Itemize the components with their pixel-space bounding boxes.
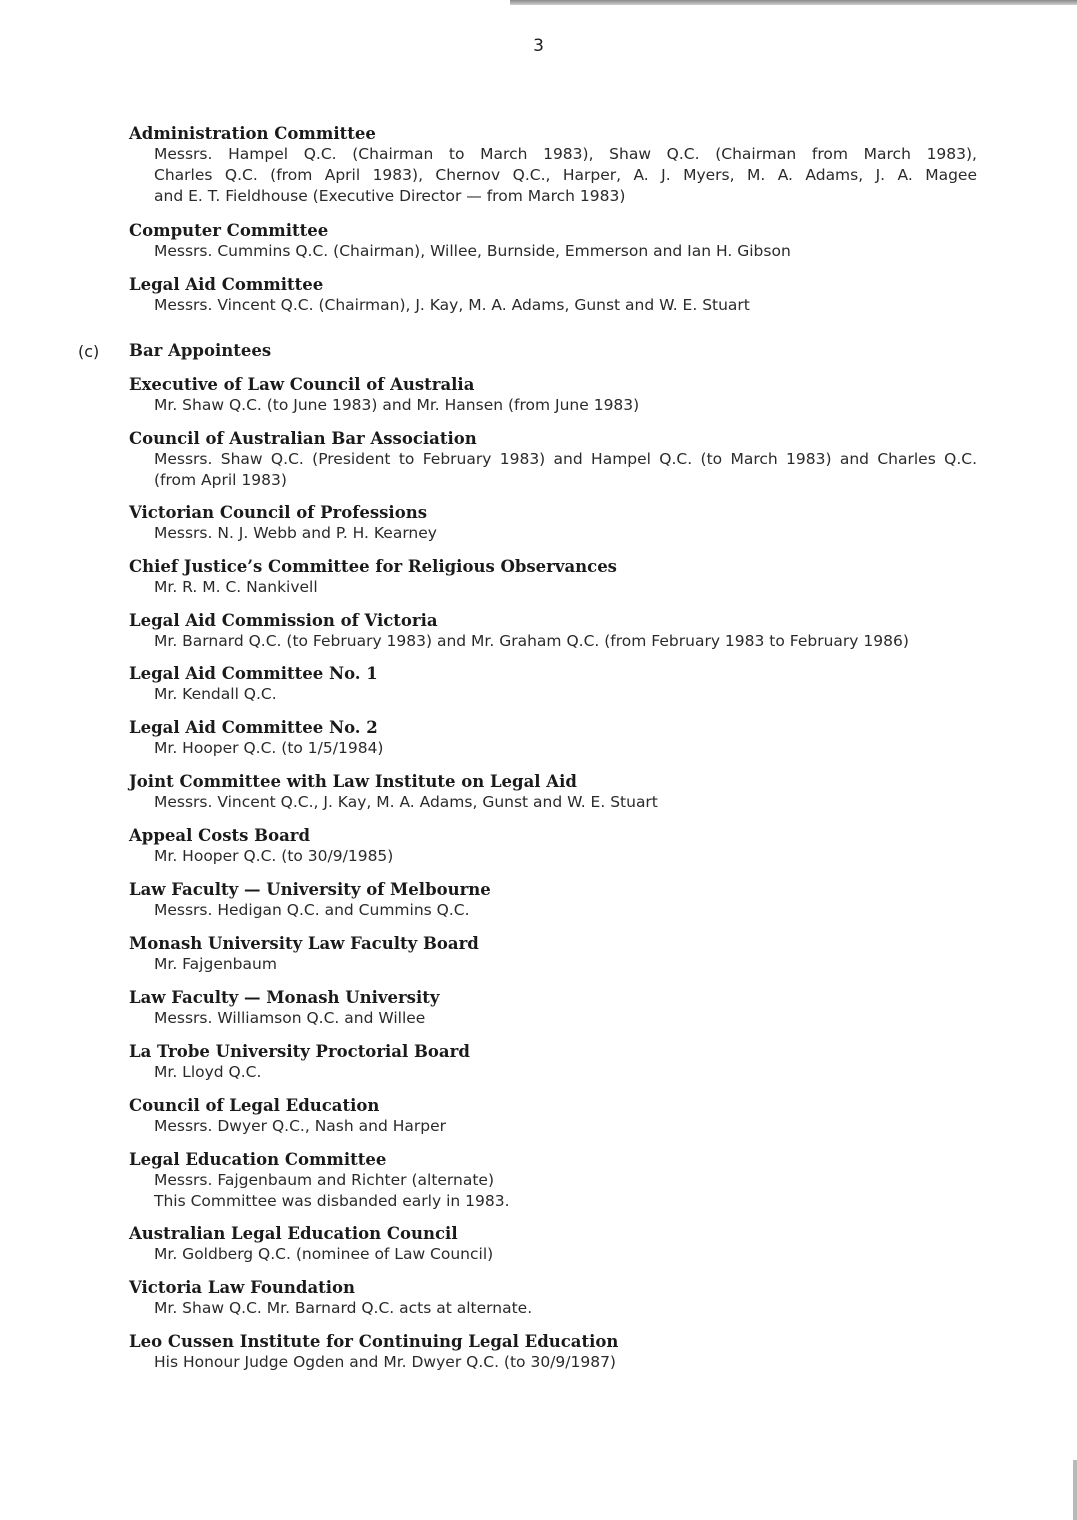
committee-member-line: (from April 1983) [154, 471, 287, 489]
page-number: 3 [533, 36, 544, 56]
committee-member-line: Messrs. Cummins Q.C. (Chairman), Willee, Burnside, Emmerson and Ian H. Gibson [154, 242, 791, 260]
committee-title: Monash University Law Faculty Board [129, 934, 479, 953]
committee-title: Appeal Costs Board [129, 826, 311, 845]
committee-title: Legal Aid Committee No. 1 [129, 664, 378, 683]
committee-member-line: Mr. Kendall Q.C. [154, 685, 277, 703]
committee-member-line: Mr. Shaw Q.C. Mr. Barnard Q.C. acts at alternate. [154, 1299, 533, 1317]
committee-member-line: Messrs. Vincent Q.C., J. Kay, M. A. Adams, Gunst and W. E. Stuart [154, 793, 658, 811]
committee-member-line: Mr. Hooper Q.C. (to 1/5/1984) [154, 739, 384, 757]
committee-member-line: and E. T. Fieldhouse (Executive Director — from March 1983) [154, 187, 626, 205]
committee-member-line: Mr. Shaw Q.C. (to June 1983) and Mr. Hansen (from June 1983) [154, 396, 640, 414]
committee-member-line: Mr. R. M. C. Nankivell [154, 578, 318, 596]
committee-title: Legal Aid Committee [129, 275, 324, 294]
committee-member-line: Messrs. Williamson Q.C. and Willee [154, 1009, 426, 1027]
committee-member-line: Messrs. Hampel Q.C. (Chairman to March 1983), Shaw Q.C. (Chairman from March 1983), [154, 145, 977, 163]
committee-title: Law Faculty — Monash University [129, 988, 440, 1007]
committee-member-line: Charles Q.C. (from April 1983), Chernov Q.C., Harper, A. J. Myers, M. A. Adams, J. A. Magee [154, 166, 977, 184]
committee-title: Joint Committee with Law Institute on Legal Aid [129, 772, 577, 791]
committee-title: Computer Committee [129, 221, 329, 240]
committee-title: Chief Justice’s Committee for Religious Observances [129, 557, 617, 576]
committee-title: Legal Aid Committee No. 2 [129, 718, 378, 737]
committee-title: Legal Education Committee [129, 1150, 387, 1169]
committee-title: Legal Aid Commission of Victoria [129, 611, 438, 630]
committee-title: La Trobe University Proctorial Board [129, 1042, 470, 1061]
committee-member-line: Mr. Goldberg Q.C. (nominee of Law Council) [154, 1245, 494, 1263]
committee-title: Executive of Law Council of Australia [129, 375, 475, 394]
committee-title: Leo Cussen Institute for Continuing Legal Education [129, 1332, 619, 1351]
committee-title: Victoria Law Foundation [129, 1278, 356, 1297]
committee-member-line: Messrs. Shaw Q.C. (President to February 1983) and Hampel Q.C. (to March 1983) and Charles Q.C. [154, 450, 977, 468]
committee-title: Law Faculty — University of Melbourne [129, 880, 491, 899]
committee-member-line: Messrs. Dwyer Q.C., Nash and Harper [154, 1117, 446, 1135]
committee-member-line: His Honour Judge Ogden and Mr. Dwyer Q.C. (to 30/9/1987) [154, 1353, 616, 1371]
committee-member-line: Mr. Hooper Q.C. (to 30/9/1985) [154, 847, 394, 865]
scan-edge-mark [1073, 1460, 1077, 1520]
committee-title: Council of Legal Education [129, 1096, 380, 1115]
committee-member-line: Messrs. Hedigan Q.C. and Cummins Q.C. [154, 901, 470, 919]
committee-member-line: This Committee was disbanded early in 1983. [154, 1192, 510, 1210]
committee-member-line: Mr. Lloyd Q.C. [154, 1063, 262, 1081]
section-marker: (c) [78, 342, 100, 361]
committee-member-line: Mr. Fajgenbaum [154, 955, 277, 973]
committee-member-line: Messrs. Vincent Q.C. (Chairman), J. Kay, M. A. Adams, Gunst and W. E. Stuart [154, 296, 750, 314]
committee-member-line: Mr. Barnard Q.C. (to February 1983) and Mr. Graham Q.C. (from February 1983 to February 1986) [154, 632, 909, 650]
committee-member-line: Messrs. N. J. Webb and P. H. Kearney [154, 524, 437, 542]
committee-title: Administration Committee [129, 124, 376, 143]
scan-top-rule [510, 0, 1077, 5]
committee-member-line: Messrs. Fajgenbaum and Richter (alternate) [154, 1171, 495, 1189]
committee-title: Australian Legal Education Council [129, 1224, 458, 1243]
committee-title: Victorian Council of Professions [129, 503, 427, 522]
section-title: Bar Appointees [129, 341, 272, 360]
committee-title: Council of Australian Bar Association [129, 429, 477, 448]
